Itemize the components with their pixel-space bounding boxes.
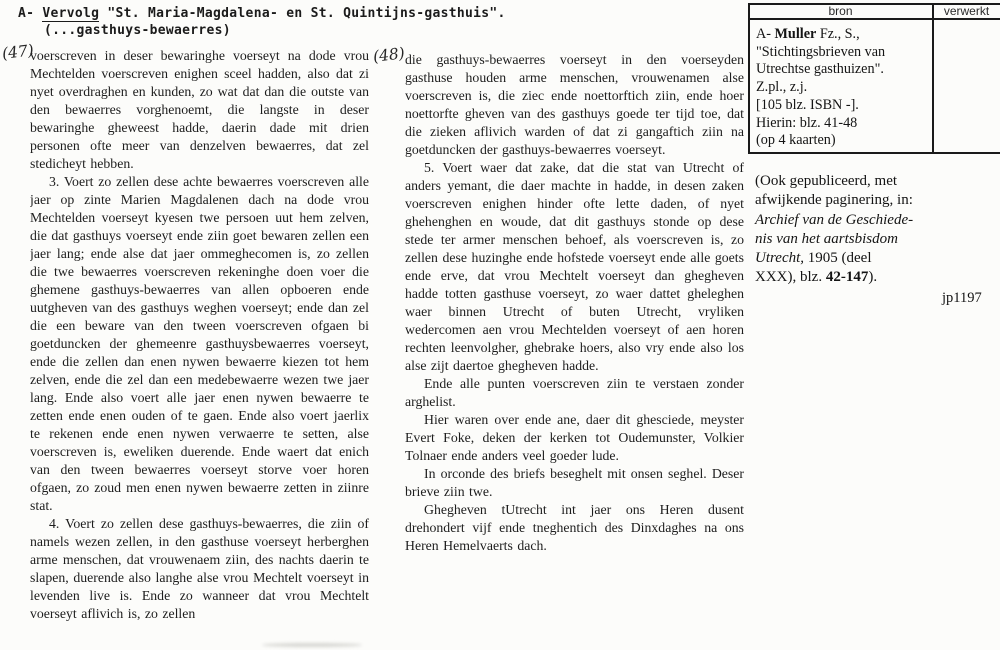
verwerkt-column-header: verwerkt	[943, 4, 990, 18]
table-bottom-border	[748, 152, 1000, 154]
doc-header-title-rest: "St. Maria-Magdalena- en St. Quintijns-gasthuis".	[99, 6, 506, 21]
note-journal-title: nis van het aartsbisdom	[755, 230, 898, 247]
note-journal-title: Archief van de Geschiede-	[755, 211, 914, 228]
jp-reference-code: jp1197	[942, 290, 982, 306]
left-paragraph-2: 3. Voert zo zellen dese achte bewaerres voerscreven alle jaer op zinte Marien Magdalenen dach na dode vrou Mechtelden voerseyt kyesen twe persoen uut hem zelven, die dat gasthuys voerseyt ende ziin goet bewaren zellen een jaer lang; ende alse dat jaer ommeghecomen is, zo zellen die twe bewaerres voerscreven rekeninghe doen voer die ghemene gasthuys-bewaerres van allen opboeren ende uutgheven van des gasthuys weghen voerseyt; ende dan zel die een beware van den tween voerscreven ofgaen bi goetduncken der ghemeenre gasthuysbewaerres voerseyt, ende die zellen dan enen nywen bewaerre kiezen tot hem zelven, ende die zel dan een medebewaerre wezen twe jaer lang. Ende also voert alle jaer enen nywen bewaerre te zetten ende enen ouden of te gaen. Ende also voert jaerlix te rekenen ende enen nywen verwaerre te setten, alse voerscreven is, eweliken duerende. Ende waert dat enich van den tween bewaerres voerseyt storve voer horen ofgaen, zo zoud men enen nywen bewaerre zetten in ziinre stat.	[30, 174, 369, 513]
note-line	[755, 268, 960, 287]
middle-paragraph-6: Ghegheven tUtrecht int jaer ons Heren dusent drehondert vijf ende tneghentich des Dinxdaghes na ons Heren Hemelvaerts dach.	[405, 502, 744, 553]
left-paragraph-1: voerscreven in deser bewaringhe voerseyt na dode vrou Mechtelden voerscreven enighen sceel hadden, also dat zi nyet overdraghen en kunden, zo wat dat dan die outste van den bewaerres vorghenoemt, die langste in deser bewaringhe gheweest hadde, daerin dade mit drien personen ofte meer van denzelven bewaerres, dat zel stedicheyt hebben.	[30, 48, 369, 171]
citation-author-rest: Fz., S.,	[816, 26, 860, 42]
doc-header-prefix: A-	[18, 6, 43, 21]
citation-prefix: A-	[756, 26, 775, 42]
doc-header-line1	[18, 5, 506, 22]
citation-author: Muller	[774, 26, 817, 42]
margin-number-48: (48)	[372, 44, 406, 66]
citation-line: [105 blz. ISBN -].	[756, 96, 859, 113]
doc-header-subtitle: (...gasthuys-bewaerres)	[44, 23, 231, 38]
citation-line: Hierin: blz. 41-48	[756, 114, 858, 131]
note-line	[755, 230, 960, 249]
citation-line: Z.pl., z.j.	[756, 79, 808, 96]
middle-column	[405, 51, 744, 597]
note-journal-title: Utrecht,	[755, 250, 805, 267]
note-pages-label: XXX), blz.	[755, 269, 826, 286]
note-line	[755, 249, 960, 268]
middle-paragraph-4: Hier waren over ende ane, daer dit ghesciede, meyster Evert Foke, deken der kerken tot Oudemunster, Volkier Tolnaer ende anders veel goeder lude.	[405, 412, 744, 463]
table-header-border	[748, 18, 1000, 20]
note-pages-end: ).	[868, 269, 878, 286]
middle-paragraph-2: 5. Voert waer dat zake, dat die stat van Utrecht of anders yemant, die daer machte in hadde, in desen zaken voerscreven enighen hinder ofte lette daden, of nyet ghehenghen en woude, dat dit gasthuys stonde op dese stede ter armer menschen behoef, als voerscreven is, zo zellen dese huzinghe ende hofstede voerseyt ende alle goets ende erve, dat vrou Mechtelt voerseyt dan ghegheven hadde totten gasthuse voerseyt, zo waer dattet gheleghen waer binnen Utrecht of buten Utrecht, vryliken wedercomen aen vrou Mechtelden voerseyt of aen horen rechten leenvolgher, ghebrake hoers, also vry ende also los alse zijt daertoe ghegheven hadde.	[405, 160, 744, 373]
margin-number-47: (47)	[1, 41, 35, 63]
note-pages-bold: 42-147	[825, 269, 869, 286]
middle-paragraph-1: die gasthuys-bewaerres voerseyt in den voerseyden gasthuse houden arme menschen, vrouwenamen alse voerscreven is, die ziec ende noettorftich ziin, ende hoer noettorfte gheven van des gasthuys goede ter tijd toe, dat die zieken aflivich warden of dat zi gangaftich ziin na goetduncken der gasthuys-bewaerres voerseyt.	[405, 52, 744, 157]
scan-smudge	[262, 643, 362, 647]
middle-paragraph-5: In orconde des briefs beseghelt mit onsen seghel. Deser brieve ziin twe.	[405, 466, 744, 499]
republication-note	[755, 172, 960, 288]
note-line: (Ook gepubliceerd, met	[755, 173, 898, 189]
doc-header	[18, 5, 506, 39]
table-left-border	[748, 3, 750, 153]
note-year: 1905 (deel	[804, 250, 872, 267]
middle-paragraph-3: Ende alle punten voerscreven ziin te verstaen zonder arghelist.	[405, 376, 744, 409]
bron-column-header: bron	[828, 4, 853, 18]
citation-line: (op 4 kaarten)	[756, 132, 836, 149]
citation-line: "Stichtingsbrieven van	[756, 43, 886, 60]
citation-line	[756, 26, 934, 44]
note-line	[755, 211, 960, 230]
doc-header-underlined-word: Vervolg	[42, 6, 100, 21]
left-column	[30, 47, 369, 642]
citation-line: Utrechtse gasthuizen".	[756, 61, 884, 78]
note-line: afwijkende paginering, in:	[755, 192, 913, 209]
left-paragraph-3: 4. Voert zo zellen dese gasthuys-bewaerres, die ziin of namels wezen zellen, in den gasthuse voerseyt herberghen arme menschen, dat vrouwenaem ziin, des nachts daerin te slapen, duerende also langhe alse vrou Mechtelt voerseyt in levenden live is. Ende zo wanneer dat vrou Mechtelt voerseyt aflivich is, zo zellen	[30, 516, 369, 621]
citation-block	[756, 26, 934, 150]
